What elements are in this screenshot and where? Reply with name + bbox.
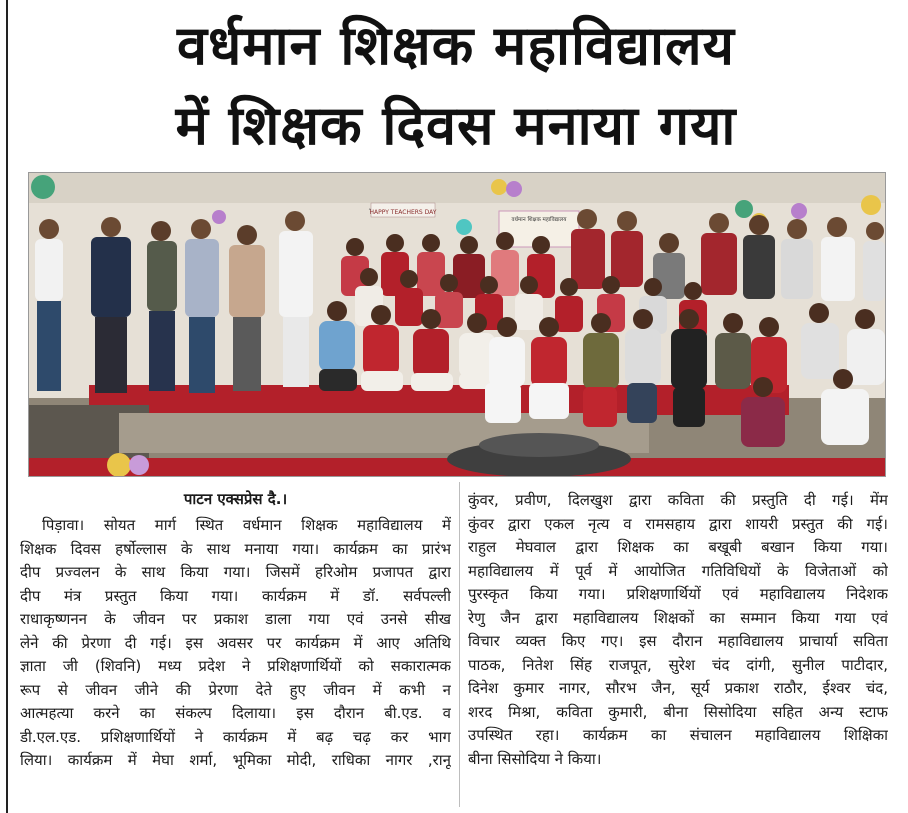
- article-line: डी.एल.एड. प्रशिक्षणार्थियों ने कार्यक्रम में बढ़ चढ़ कर भाग: [20, 727, 451, 746]
- article-line: शिक्षक दिवस हर्षोल्लास के साथ मनाया गया। कार्यक्रम का प्रारंभ: [20, 539, 451, 558]
- article-line: राहुल मेघवाल द्वारा शिक्षक का बखूबी बखान किया गया।: [468, 538, 888, 556]
- article-column-right: [468, 489, 888, 771]
- article-line: लेने की प्रेरणा दी गई। इस अवसर पर कार्यक्रम में आए अतिथि: [20, 633, 451, 652]
- headline-line-1: वर्धमान शिक्षक महाविद्यालय: [177, 14, 735, 77]
- article-line: रूप से जीवन जीने की प्रेरणा देते हुए जीवन में कभी न: [20, 680, 451, 699]
- article-line: लिया। कार्यक्रम में मेघा शर्मा, भूमिका मोदी, राधिका नागर ,रानू: [20, 751, 451, 769]
- article-line: बीना सिसोदिया ने किया।: [468, 749, 602, 768]
- article-line: उपस्थित रहा। कार्यक्रम का संचालन महाविद्यालय शिक्षिका: [468, 726, 888, 744]
- article-line: दिनेश कुमार नागर, सौरभ जैन, सूर्य प्रकाश राठौर, ईश्वर चंद,: [468, 679, 888, 697]
- article-line: विचार व्यक्त किए गए। इस दौरान महाविद्यालय प्राचार्या सविता: [468, 632, 888, 650]
- headline: [16, 6, 896, 166]
- article-column-left: [20, 514, 451, 773]
- column-divider: [459, 482, 460, 807]
- article-line: दीप मंत्र प्रस्तुत किया गया। कार्यक्रम में डॉ. सर्वपल्ली: [20, 586, 451, 605]
- article-line: कुंवर, प्रवीण, दिलखुश द्वारा कविता की प्रस्तुति दी गई। मेंम: [468, 491, 888, 509]
- balloon: [31, 175, 55, 199]
- headline-line-2: में शिक्षक दिवस मनाया गया: [175, 94, 737, 157]
- page-edge-rule: [6, 0, 8, 813]
- byline: पाटन एक्सप्रेस दै.।: [183, 490, 288, 508]
- article-line: दीप प्रज्वलन के साथ किया गया। जिसमें हरिओम प्रजापत द्वारा: [20, 563, 451, 581]
- group-photo-illustration: [29, 173, 885, 476]
- article-line: आत्महत्या करने का संकल्प दिलाया। इस दौरान बी.एड. व: [20, 704, 451, 722]
- article-line: पाठक, नितेश सिंह राजपूत, सुरेश चंद दांगी, सुनील पाटीदार,: [468, 655, 888, 674]
- article-line: राधाकृष्णनन के जीवन पर प्रकाश डाला गया एवं उनसे सीख: [20, 610, 451, 628]
- article-line: शरद मिश्रा, कविता कुमारी, बीना सिसोदिया सहित अन्य स्टाफ: [468, 702, 888, 721]
- article-line: ज्ञाता जी (शिवनि) मध्य प्रदेश ने प्रशिक्षणार्थियों को सकारात्मक: [20, 657, 451, 675]
- article-line: पिड़ावा। सोयत मार्ग स्थित वर्धमान शिक्षक महाविद्यालय में: [42, 516, 451, 534]
- article-line: पुरस्कृत किया गया। प्रशिक्षणार्थियों एवं महाविद्यालय निदेशक: [468, 585, 888, 603]
- banner-text: वर्धमान शिक्षक महाविद्यालय: [511, 217, 567, 223]
- news-photo: [28, 172, 886, 477]
- bunting-text: HAPPY TEACHERS DAY: [369, 209, 437, 216]
- article-line: रेणु जैन द्वारा महाविद्यालय शिक्षकों का सम्मान किया गया एवं: [468, 608, 888, 627]
- article-line: महाविद्यालय में पूर्व में आयोजित गतिविधियों के विजेताओं को: [468, 561, 888, 580]
- article-line: कुंवर द्वारा एकल नृत्य व रामसहाय द्वारा शायरी प्रस्तुत की गई।: [468, 514, 888, 533]
